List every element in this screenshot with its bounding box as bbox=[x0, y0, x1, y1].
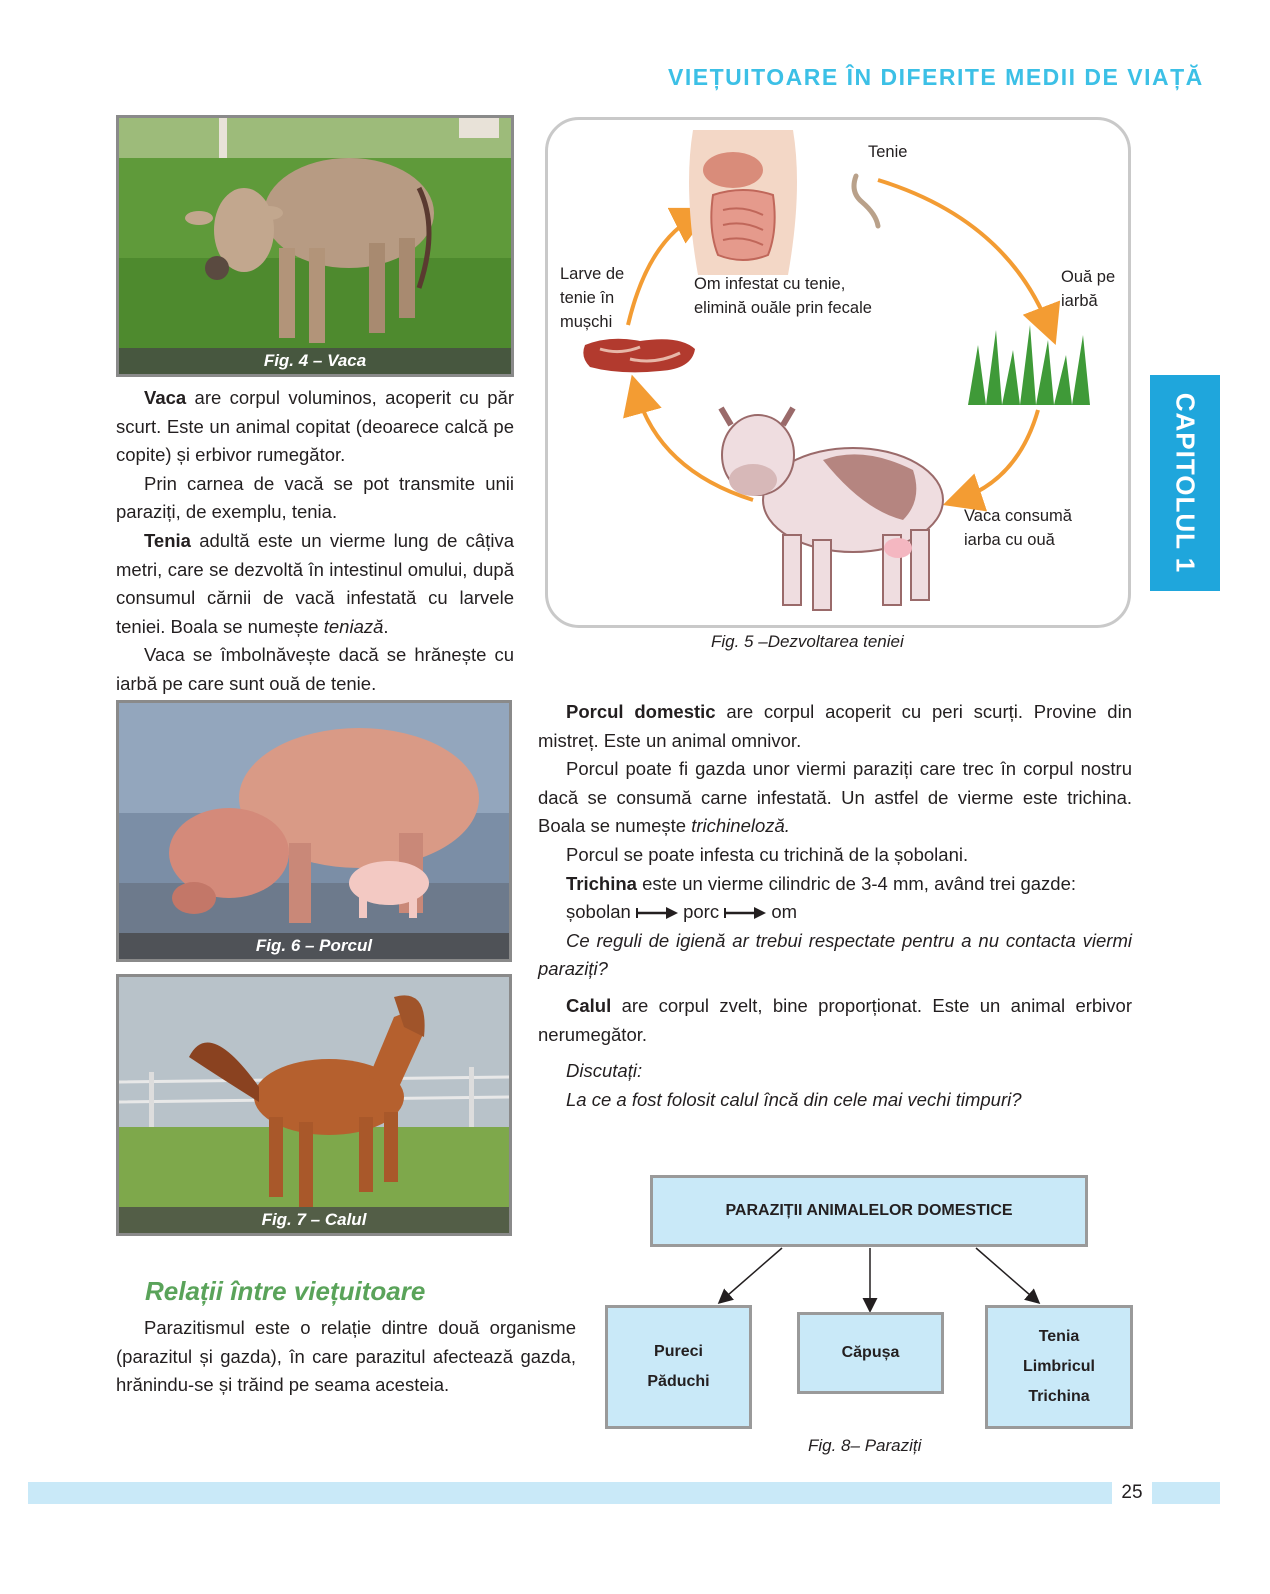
footer-bar-left bbox=[28, 1482, 1112, 1504]
pig-paragraph-1: Porcul domestic are corpul acoperit cu peri scurți. Provine din mistreț. Este un animal omnivor. bbox=[538, 701, 1132, 751]
horse-question: La ce a fost folosit calul încă din cele mai vechi timpuri? bbox=[566, 1088, 1022, 1110]
cow-paragraph-1: Vaca are corpul voluminos, acoperit cu păr scurt. Este un animal copitat (deoarece calcă pe copite) și erbivor rumegător. bbox=[116, 387, 514, 466]
cow-paragraph-3: Tenia adultă este un vierme lung de câțiva metri, care se dezvoltă în intestinul omului, după consumul cărnii de vacă infestată cu larvele teniei. Boala se numește teniază. bbox=[116, 529, 514, 637]
label-tenie: Tenie bbox=[868, 143, 908, 161]
pig-illustration bbox=[119, 703, 509, 959]
tapeworm-cycle-diagram bbox=[545, 117, 1131, 628]
pig-paragraph-2: Porcul poate fi gazda unor viermi paraziți care trec în corpul nostru dacă se consumă carne infestată. Un astfel de vierme este trichina. Boala se numește trichineloză. bbox=[538, 758, 1132, 837]
footer-bar-right bbox=[1152, 1482, 1220, 1504]
parasites-title: PARAZIȚII ANIMALELOR DOMESTICE bbox=[725, 1202, 1013, 1219]
host-chain: șobolan porc om bbox=[566, 901, 798, 923]
section-title-relations: Relații între viețuitoare bbox=[145, 1276, 426, 1306]
discuss-label: Discutați: bbox=[566, 1060, 643, 1082]
running-header: VIEȚUITOARE ÎN DIFERITE MEDII DE VIAȚĂ bbox=[668, 64, 1204, 90]
parasite-trichina: Trichina bbox=[1028, 1388, 1090, 1405]
grass-icon bbox=[968, 325, 1093, 405]
cow-photo bbox=[116, 115, 514, 377]
parasite-paduchi: Păduchi bbox=[647, 1373, 710, 1390]
fig8-caption: Fig. 8– Paraziți bbox=[808, 1436, 922, 1455]
cow-illustration bbox=[119, 118, 511, 374]
parasites-box-tick bbox=[797, 1312, 944, 1394]
relations-paragraph: Parazitismul este o relație dintre două organisme (parazitul și gazda), în care parazitul afectează gazda, hrănindu-se și trăind pe seama acesteia. bbox=[116, 1317, 576, 1396]
pig-horse-text-block bbox=[538, 698, 1132, 1114]
parasites-box-worms bbox=[985, 1305, 1133, 1429]
fig7-caption: Fig. 7 – Calul bbox=[119, 1207, 509, 1233]
label-oua-pe-iarba: Ouă pe iarbă bbox=[1061, 268, 1116, 310]
chapter-tab-label: CAPITOLUL 1 bbox=[1170, 392, 1201, 574]
meat-icon bbox=[580, 335, 698, 375]
pig-paragraph-3: Porcul se poate infesta cu trichină de la șobolani. bbox=[566, 843, 969, 865]
parasite-pureci: Pureci bbox=[654, 1343, 703, 1360]
parasites-box-insects bbox=[605, 1305, 752, 1429]
fig5-caption: Fig. 5 –Dezvoltarea teniei bbox=[711, 632, 904, 651]
pig-paragraph-4: Trichina este un vierme cilindric de 3-4 mm, având trei gazde: bbox=[566, 872, 1077, 894]
parasite-tenia: Tenia bbox=[1038, 1328, 1080, 1345]
tapeworm-icon bbox=[848, 172, 888, 230]
horse-photo bbox=[116, 974, 512, 1236]
hygiene-question: Ce reguli de igienă ar trebui respectate pentru a nu contacta viermi paraziți? bbox=[538, 929, 1132, 980]
cow-paragraph-4: Vaca se îmbolnăvește dacă se hrănește cu iarbă pe care sunt ouă de tenie. bbox=[116, 644, 514, 694]
label-om-infestat: Om infestat cu tenie, elimină ouăle prin fecale bbox=[694, 275, 872, 317]
parasite-limbricul: Limbricul bbox=[1022, 1358, 1095, 1375]
horse-paragraph-1: Calul are corpul zvelt, bine proporționat. Este un animal erbivor nerumegător. bbox=[538, 994, 1132, 1045]
parasite-capusa: Căpușa bbox=[841, 1344, 900, 1361]
relations-text-block bbox=[116, 1314, 576, 1400]
cow-text-block bbox=[116, 384, 514, 699]
cow-paragraph-2: Prin carnea de vacă se pot transmite unii paraziți, de exemplu, tenia. bbox=[116, 472, 514, 523]
chapter-tab bbox=[1150, 375, 1220, 591]
arrow-right-icon bbox=[636, 907, 678, 919]
cow-cartoon-icon bbox=[713, 400, 953, 615]
arrow-right-icon bbox=[724, 907, 766, 919]
label-larve: Larve de tenie în mușchi bbox=[560, 265, 625, 331]
human-intestine-icon bbox=[678, 130, 808, 275]
horse-illustration bbox=[119, 977, 509, 1233]
pig-photo bbox=[116, 700, 512, 962]
label-vaca-consuma: Vaca consumă iarba cu ouă bbox=[964, 507, 1072, 549]
fig4-caption: Fig. 4 – Vaca bbox=[119, 348, 511, 374]
page-number: 25 bbox=[1112, 1480, 1152, 1506]
fig6-caption: Fig. 6 – Porcul bbox=[119, 933, 509, 959]
parasites-title-box bbox=[650, 1175, 1088, 1247]
